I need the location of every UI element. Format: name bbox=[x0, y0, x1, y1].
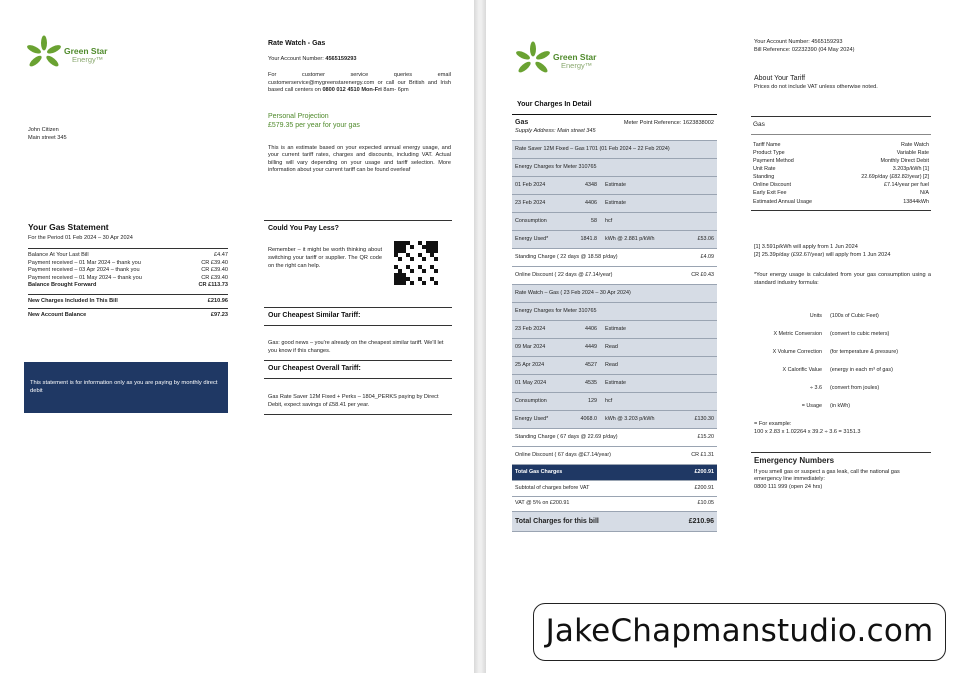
pay-less-title: Could You Pay Less? bbox=[268, 225, 339, 232]
energy-used-row: Energy Used* 4068.0 kWh @ 3.203 p/kWh £130.30 bbox=[512, 411, 717, 429]
tariff-period-row: Rate Saver 12M Fixed – Gas 1701 (01 Feb 2024 – 22 Feb 2024) bbox=[512, 141, 717, 159]
statement-period: For the Period 01 Feb 2024 – 30 Apr 2024 bbox=[28, 235, 133, 242]
direct-debit-notice: This statement is for information only as you are paying by monthly direct debit bbox=[24, 362, 228, 413]
charges-table bbox=[512, 114, 717, 532]
green-star-logo-icon bbox=[516, 41, 550, 81]
projection-title: Personal Projection bbox=[268, 112, 329, 120]
formula-row: ÷ 3.6 (convert from joules) bbox=[810, 385, 880, 392]
example-value: 100 x 2.83 x 1.02264 x 39.2 ÷ 3.6 = 3151.3 bbox=[754, 428, 861, 435]
green-star-logo bbox=[27, 35, 107, 75]
bill-reference: Bill Reference: 02232390 (04 May 2024) bbox=[754, 46, 855, 53]
formula-row: X Metric Conversion (convert to cubic meters) bbox=[773, 331, 890, 338]
overall-tariff-text: Gas Rate Saver 12M Fixed + Perks – 1804_PERKS paying by Direct Debit, expect savings of £58.41 per year. bbox=[268, 394, 439, 408]
qr-module bbox=[434, 281, 438, 285]
standing-charge-row: Standing Charge ( 22 days @ 18.58 p/day) £4.09 bbox=[512, 249, 717, 267]
balance-row: Payment received – 01 Mar 2024 – thank you CR £39.40 bbox=[28, 259, 228, 266]
consumption-row: Consumption 129 hcf bbox=[512, 393, 717, 411]
formula-row: X Calorific Value (energy in each m³ of gas) bbox=[782, 367, 893, 374]
tariff-row: Unit Rate 3.203p/kWh [1] bbox=[753, 166, 929, 173]
green-star-logo-icon bbox=[27, 35, 61, 75]
footnote-unit-rate: [1] 3.591p/kWh will apply from 1 Jun 2024 bbox=[754, 244, 858, 250]
green-star-logo bbox=[516, 41, 596, 81]
consumption-row: Consumption 58 hcf bbox=[512, 213, 717, 231]
balance-row: Payment received – 03 Apr 2024 – thank you CR £39.40 bbox=[28, 267, 228, 274]
tariff-rows bbox=[751, 134, 931, 210]
balance-table bbox=[28, 248, 228, 290]
overall-tariff-section bbox=[264, 360, 452, 415]
usage-formula bbox=[754, 308, 931, 416]
statement-summary bbox=[28, 222, 228, 323]
pay-less-text: Remember – it might be worth thinking about switching your tariff or supplier. The QR code on the right can help. bbox=[268, 247, 382, 269]
usage-note: *Your energy usage is calculated from your gas consumption using a standard industry formula: bbox=[754, 272, 931, 286]
tariff-row: Payment Method Monthly Direct Debit bbox=[753, 157, 929, 164]
balance-row: Payment received – 01 May 2024 – thank you CR £39.40 bbox=[28, 274, 228, 281]
overall-tariff-title: Our Cheapest Overall Tariff: bbox=[268, 365, 361, 372]
footnote-standing: [2] 25.39p/day (£92.67/year) will apply from 1 Jun 2024 bbox=[754, 251, 891, 258]
standing-charge-row: Standing Charge ( 67 days @ 22.69 p/day) £15.20 bbox=[512, 429, 717, 447]
pay-less-section bbox=[264, 220, 452, 285]
reading-row: 09 Mar 2024 4449 Read bbox=[512, 339, 717, 357]
statement-page-front bbox=[0, 0, 474, 673]
projection-value: £579.35 per year for your gas bbox=[268, 122, 360, 130]
tariff-row: Product Type Variable Rate bbox=[753, 149, 929, 156]
meter-header: Gas Meter Point Reference: 1623838002 Supply Address: Main street 345 bbox=[512, 114, 717, 141]
meter-row: Energy Charges for Meter 310765 bbox=[512, 303, 717, 321]
rate-watch-title: Rate Watch - Gas bbox=[268, 40, 326, 47]
formula-row: X Volume Correction (for temperature & pressure) bbox=[772, 349, 899, 356]
account-number-line: Your Account Number: 4565159293 bbox=[754, 39, 843, 45]
total-charges-row: Total Charges for this bill £210.96 bbox=[512, 512, 717, 532]
formula-example bbox=[754, 421, 931, 436]
tariff-panel bbox=[754, 39, 931, 91]
emergency-phone: 0800 111 999 (open 24 hrs) bbox=[754, 483, 823, 490]
logo-subname: Energy™ bbox=[72, 54, 104, 64]
new-charges-row: New Charges Included In This Bill £210.96 bbox=[28, 294, 228, 309]
charges-title: Your Charges In Detail bbox=[517, 101, 592, 108]
total-gas-row: Total Gas Charges £200.91 bbox=[512, 465, 717, 481]
customer-name: John Citizen bbox=[28, 127, 59, 133]
rate-watch-panel bbox=[268, 39, 451, 175]
reading-row: 23 Feb 2024 4406 Estimate bbox=[512, 321, 717, 339]
projection-text: This is an estimate based on your expected annual energy usage, and your current tariff rates, charges and discounts, including VAT. Actual billing will vary depending on your usage and tariff selection. More information about your current tariff can be found overleaf bbox=[268, 144, 451, 174]
vat-row: VAT @ 5% on £200.91 £10.05 bbox=[512, 497, 717, 512]
vat-note: Prices do not include VAT unless otherwise noted. bbox=[754, 83, 878, 90]
logo-subname: Energy™ bbox=[561, 60, 593, 70]
watermark-text: JakeChapmanstudio.com bbox=[545, 613, 934, 650]
formula-row: = Usage (in kWh) bbox=[801, 403, 851, 410]
page-gutter bbox=[474, 0, 486, 673]
balance-brought-forward: Balance Brought Forward CR £113.73 bbox=[28, 282, 228, 289]
example-label: = For example: bbox=[754, 421, 792, 427]
tariff-row: Early Exit Fee N/A bbox=[753, 190, 929, 197]
reading-row: 25 Apr 2024 4527 Read bbox=[512, 357, 717, 375]
watermark-banner bbox=[533, 603, 946, 661]
similar-tariff-text: Gas: good news – you're already on the cheapest similar tariff. We'll let you know if this changes. bbox=[268, 340, 444, 354]
formula-row: Units (100s of Cubic Feet) bbox=[809, 313, 879, 320]
statement-page-back bbox=[486, 0, 957, 673]
reading-row: 01 May 2024 4535 Estimate bbox=[512, 375, 717, 393]
about-tariff-title: About Your Tariff bbox=[754, 75, 806, 83]
tariff-row: Estimated Annual Usage 13844kWh bbox=[753, 198, 929, 205]
tariff-fuel: Gas bbox=[753, 121, 765, 128]
customer-service-text: For customer service queries email customerservice@mygreenstarenergy.com or call our British and Irish based call centers on 0800 012 4510 Mon-Fri 8am- 6pm bbox=[268, 71, 451, 94]
balance-row: Balance At Your Last Bill £4.47 bbox=[28, 252, 228, 259]
subtotal-row: Subtotal of charges before VAT £200.91 bbox=[512, 481, 717, 497]
tariff-row: Online Discount £7.14/year per fuel bbox=[753, 182, 929, 189]
online-discount-row: Online Discount ( 22 days @ £7.14/year) CR £0.43 bbox=[512, 267, 717, 285]
meter-row: Energy Charges for Meter 310765 bbox=[512, 159, 717, 177]
energy-used-row: Energy Used* 1841.8 kWh @ 2.881 p/kWh £53.06 bbox=[512, 231, 717, 249]
tariff-details bbox=[751, 116, 931, 211]
tariff-footnotes bbox=[754, 244, 931, 287]
logo-name: Green Star bbox=[64, 45, 108, 56]
similar-tariff-section bbox=[264, 307, 452, 356]
emergency-text: If you smell gas or suspect a gas leak, call the national gas emergency line immediately: bbox=[754, 468, 900, 483]
reading-row: 23 Feb 2024 4406 Estimate bbox=[512, 195, 717, 213]
account-number-line: Your Account Number: 4565159293 bbox=[268, 56, 357, 63]
online-discount-row: Online Discount ( 67 days @£7.14/year) CR £1.31 bbox=[512, 447, 717, 465]
tariff-row: Tariff Name Rate Watch bbox=[753, 141, 929, 148]
emergency-title: Emergency Numbers bbox=[754, 456, 835, 465]
logo-name: Green Star bbox=[553, 51, 597, 62]
customer-street: Main street 345 bbox=[28, 134, 67, 141]
new-balance-row: New Account Balance £97.23 bbox=[28, 308, 228, 323]
customer-address bbox=[28, 127, 67, 142]
tariff-row: Standing 22.69p/day (£82.82/year) [2] bbox=[753, 174, 929, 181]
statement-title: Your Gas Statement bbox=[28, 222, 109, 232]
tariff-qr-code[interactable] bbox=[394, 241, 438, 285]
reading-row: 01 Feb 2024 4348 Estimate bbox=[512, 177, 717, 195]
emergency-section bbox=[751, 452, 931, 491]
similar-tariff-title: Our Cheapest Similar Tariff: bbox=[268, 312, 361, 319]
tariff-period-row: Rate Watch – Gas ( 23 Feb 2024 – 30 Apr 2024) bbox=[512, 285, 717, 303]
